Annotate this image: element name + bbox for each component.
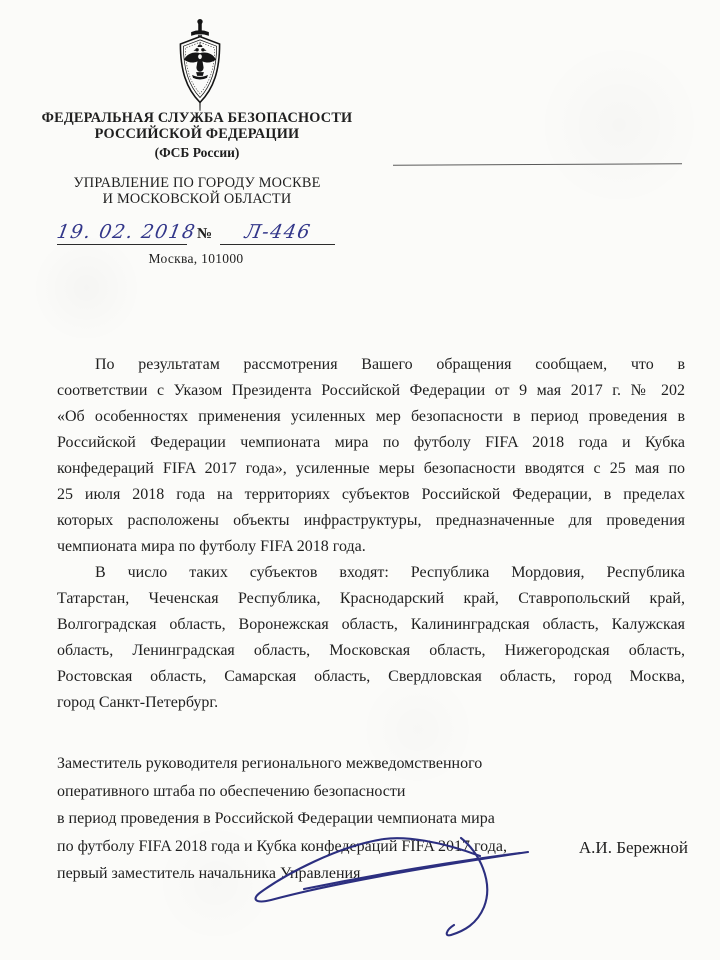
date-field: [55, 221, 198, 245]
city-postal-code: Москва, 101000: [148, 251, 244, 266]
signature-ink-icon: [178, 826, 542, 952]
text-line: «Об особенностях применения усиленных мер безопасности в период проведения в: [57, 408, 685, 425]
text-line: В число таких субъектов входят: Республика Мордовия, Республика: [95, 564, 685, 581]
addressee-underline: [393, 163, 682, 166]
text-line: Российской Федерации чемпионата мира по футболу FIFA 2018 года и Кубка: [57, 434, 685, 451]
handwritten-number: Л-446: [242, 221, 313, 243]
number-field: [220, 221, 335, 245]
text-line: чемпионата мира по футболу FIFA 2018 года.: [57, 538, 366, 555]
org-name-line-1: ФЕДЕРАЛЬНАЯ СЛУЖБА БЕЗОПАСНОСТИ: [41, 110, 353, 126]
text-line: оперативного штаба по обеспечению безопасности: [57, 782, 406, 800]
signatory-name: А.И. Бережной: [578, 838, 688, 857]
text-line: Заместитель руководителя регионального межведомственного: [57, 755, 483, 772]
text-line: 25 июля 2018 года на территориях субъектов Российской Федерации, в пределах: [57, 486, 685, 503]
fsb-emblem-icon: [172, 17, 228, 115]
body-paragraph-1: [57, 352, 685, 560]
letter-body: [57, 352, 685, 716]
text-line: соответствии с Указом Президента Российской Федерации от 9 мая 2017 г. № 202: [57, 382, 685, 399]
text-line: конфедераций FIFA 2017 года», усиленные меры безопасности вводятся с 25 мая по: [57, 460, 685, 477]
text-line: Ростовская область, Самарская область, Свердловская область, город Москва,: [57, 668, 685, 685]
reference-block: [57, 221, 335, 267]
handwritten-date: 19. 02. 2018: [55, 221, 198, 243]
text-line: первый заместитель начальника Управления: [57, 865, 361, 882]
text-line: которых расположены объекты инфраструктуры, предназначенные для проведения: [57, 512, 685, 529]
letterhead: [40, 110, 354, 207]
text-line: область, Ленинградская область, Московская область, Нижегородская область,: [57, 642, 685, 659]
text-line: По результатам рассмотрения Вашего обращения сообщаем, что в: [95, 356, 685, 373]
department-line-1: УПРАВЛЕНИЕ ПО ГОРОДУ МОСКВЕ: [73, 175, 321, 191]
org-name-line-2: РОССИЙСКОЙ ФЕДЕРАЦИИ: [94, 126, 300, 142]
text-line: в период проведения в Российской Федерации чемпионата мира: [57, 810, 495, 827]
body-paragraph-2: [57, 560, 685, 716]
department-line-2: И МОСКОВСКОЙ ОБЛАСТИ: [102, 190, 292, 207]
text-line: Татарстан, Чеченская Республика, Краснодарский край, Ставропольский край,: [57, 590, 685, 607]
text-line: город Санкт-Петербург.: [57, 694, 219, 711]
text-line: по футболу FIFA 2018 года и Кубка конфедераций FIFA 2017 года,: [57, 837, 507, 855]
text-line: Волгоградская область, Воронежская область, Калининградская область, Калужская: [57, 616, 685, 633]
org-abbreviation: (ФСБ России): [154, 145, 240, 160]
number-sign: №: [197, 226, 213, 242]
